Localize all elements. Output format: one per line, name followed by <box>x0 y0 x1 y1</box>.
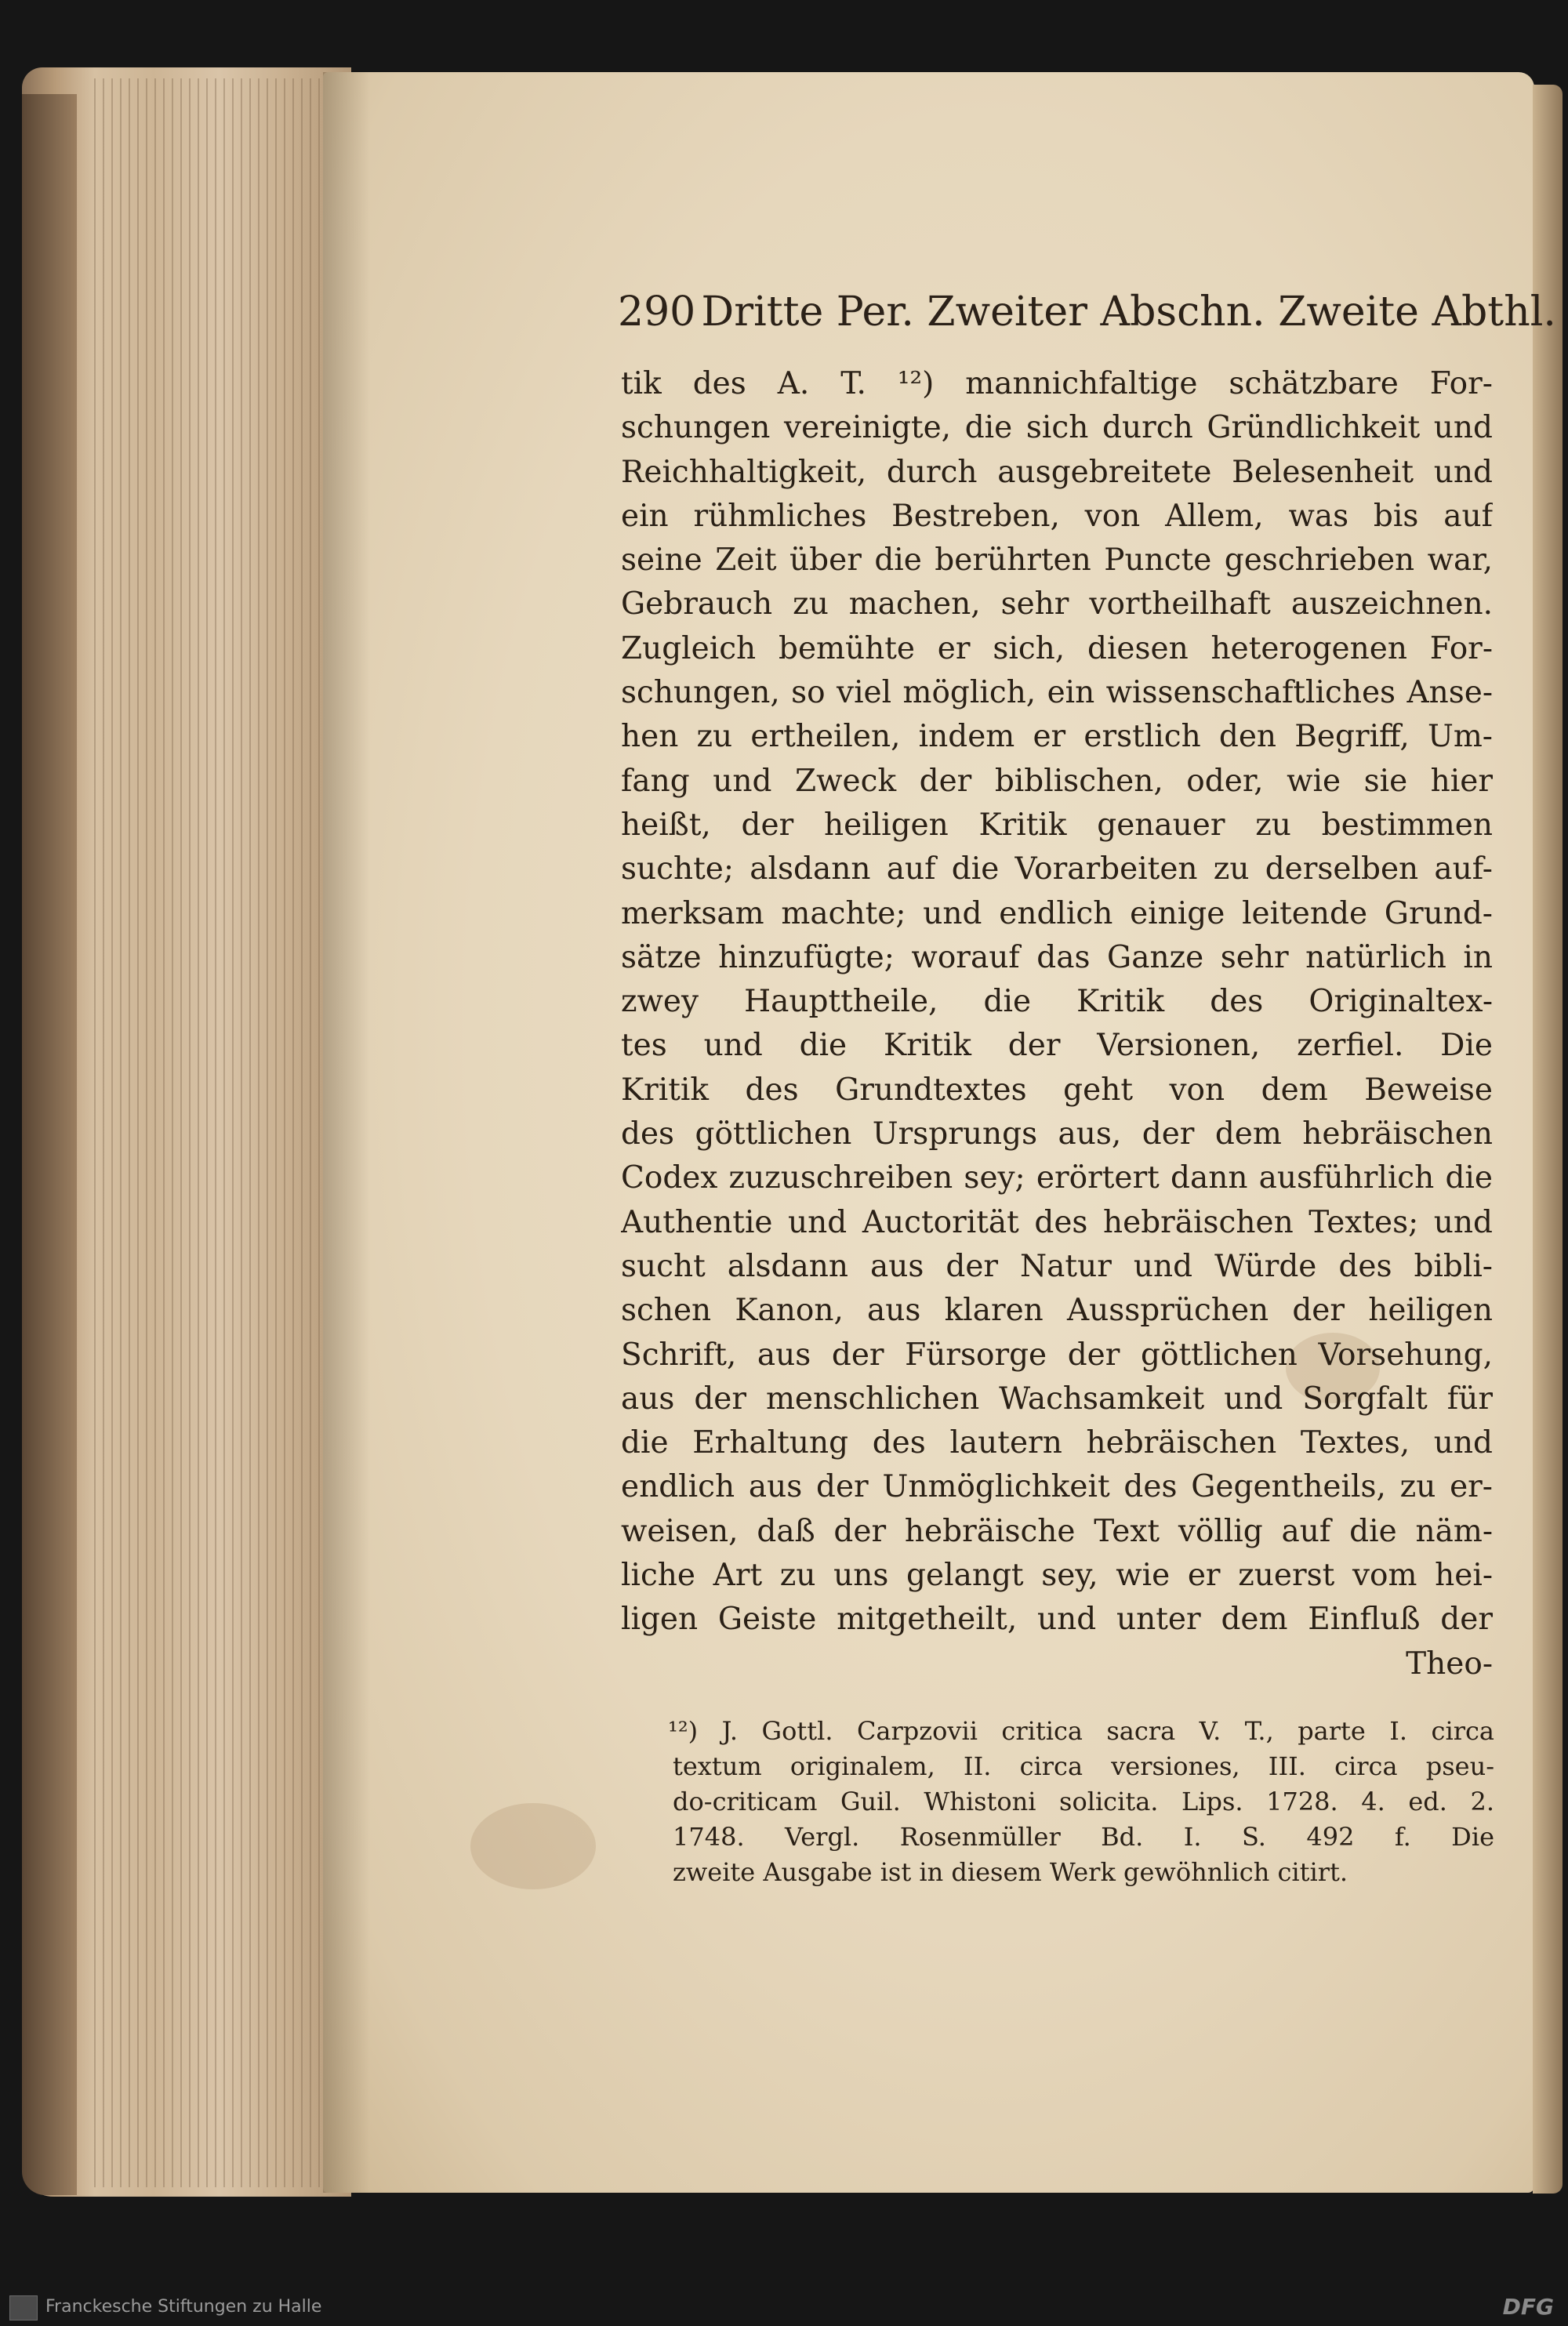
footnote-line: 1748. Vergl. Rosenmüller Bd. I. S. 492 f. Die <box>673 1822 1494 1852</box>
footnote-line: zweite Ausgabe ist in diesem Werk gewöhnlich citirt. <box>673 1857 1348 1887</box>
text-line: merksam machte; und endlich einige leitende Grund- <box>621 895 1493 931</box>
text-line: seine Zeit über die berührten Puncte geschrieben war, <box>621 542 1493 579</box>
footnote-line: textum originalem, II. circa versiones, III. circa pseu- <box>673 1751 1494 1781</box>
text-line: aus der menschlichen Wachsamkeit und Sorgfalt für <box>621 1381 1493 1417</box>
text-line: Reichhaltigkeit, durch ausgebreitete Belesenheit und <box>621 454 1493 490</box>
dfg-logo: DFG <box>1502 2294 1554 2320</box>
text-line: ligen Geiste mitgetheilt, und unter dem Einfluß der <box>621 1602 1493 1638</box>
text-line: schungen vereinigte, die sich durch Gründlichkeit und <box>621 410 1493 446</box>
institution-name: Franckesche Stiftungen zu Halle <box>45 2297 322 2317</box>
text-line: suchte; alsdann auf die Vorarbeiten zu derselben auf- <box>621 851 1493 887</box>
catchword: Theo- <box>1406 1646 1493 1682</box>
text-line: ein rühmliches Bestreben, von Allem, was bis auf <box>621 498 1493 534</box>
text-line: die Erhaltung des lautern hebräischen Textes, und <box>621 1425 1493 1461</box>
text-line: heißt, der heiligen Kritik genauer zu bestimmen <box>621 807 1493 843</box>
page-number: 290 <box>618 288 696 336</box>
running-head-title: Dritte Per. Zweiter Abschn. Zweite Abthl. <box>701 288 1556 336</box>
text-line: Authentie und Auctorität des hebräischen Textes; und <box>621 1204 1493 1240</box>
paper-stain <box>470 1803 596 1889</box>
text-line: endlich aus der Unmöglichkeit des Gegentheils, zu er- <box>621 1469 1493 1505</box>
page-edges <box>94 78 329 2187</box>
text-line: hen zu ertheilen, indem er erstlich den Begriff, Um- <box>621 719 1493 755</box>
text-line: Codex zuzuschreiben sey; erörtert dann ausführlich die <box>621 1160 1493 1196</box>
text-line: Schrift, aus der Fürsorge der göttlichen Vorsehung, <box>621 1337 1493 1373</box>
institution-logo-icon <box>9 2295 38 2321</box>
footnote-line: ¹²) J. Gottl. Carpzovii critica sacra V. T., parte I. circa <box>668 1716 1494 1746</box>
gutter-shadow <box>323 72 370 2193</box>
footnote <box>668 1714 1494 1890</box>
text-line: schen Kanon, aus klaren Aussprüchen der heiligen <box>621 1293 1493 1329</box>
text-line: tes und die Kritik der Versionen, zerfiel. Die <box>621 1028 1493 1064</box>
text-line: Kritik des Grundtextes geht von dem Beweise <box>621 1072 1493 1108</box>
text-line: schungen, so viel möglich, ein wissenschaftliches Anse- <box>621 675 1493 711</box>
text-line: Gebrauch zu machen, sehr vortheilhaft auszeichnen. <box>621 586 1493 622</box>
text-line: des göttlichen Ursprungs aus, der dem hebräischen <box>621 1116 1493 1152</box>
body-text <box>621 362 1493 1686</box>
text-line: sätze hinzufügte; worauf das Ganze sehr natürlich in <box>621 939 1493 975</box>
page-right-edge <box>1533 85 1563 2194</box>
text-line: weisen, daß der hebräische Text völlig auf die näm- <box>621 1513 1493 1549</box>
text-line: fang und Zweck der biblischen, oder, wie sie hier <box>621 763 1493 799</box>
text-line: tik des A. T. ¹²) mannichfaltige schätzbare For- <box>621 366 1493 401</box>
text-line: liche Art zu uns gelangt sey, wie er zuerst vom hei- <box>621 1558 1493 1594</box>
text-line: zwey Haupttheile, die Kritik des Originaltex- <box>621 984 1493 1020</box>
text-line: sucht alsdann aus der Natur und Würde des bibli- <box>621 1248 1493 1284</box>
running-header <box>618 288 1556 336</box>
footnote-line: do-criticam Guil. Whistoni solicita. Lips. 1728. 4. ed. 2. <box>673 1787 1494 1816</box>
text-line: Zugleich bemühte er sich, diesen heterogenen For- <box>621 630 1493 666</box>
book-cover-edge <box>22 94 77 2195</box>
